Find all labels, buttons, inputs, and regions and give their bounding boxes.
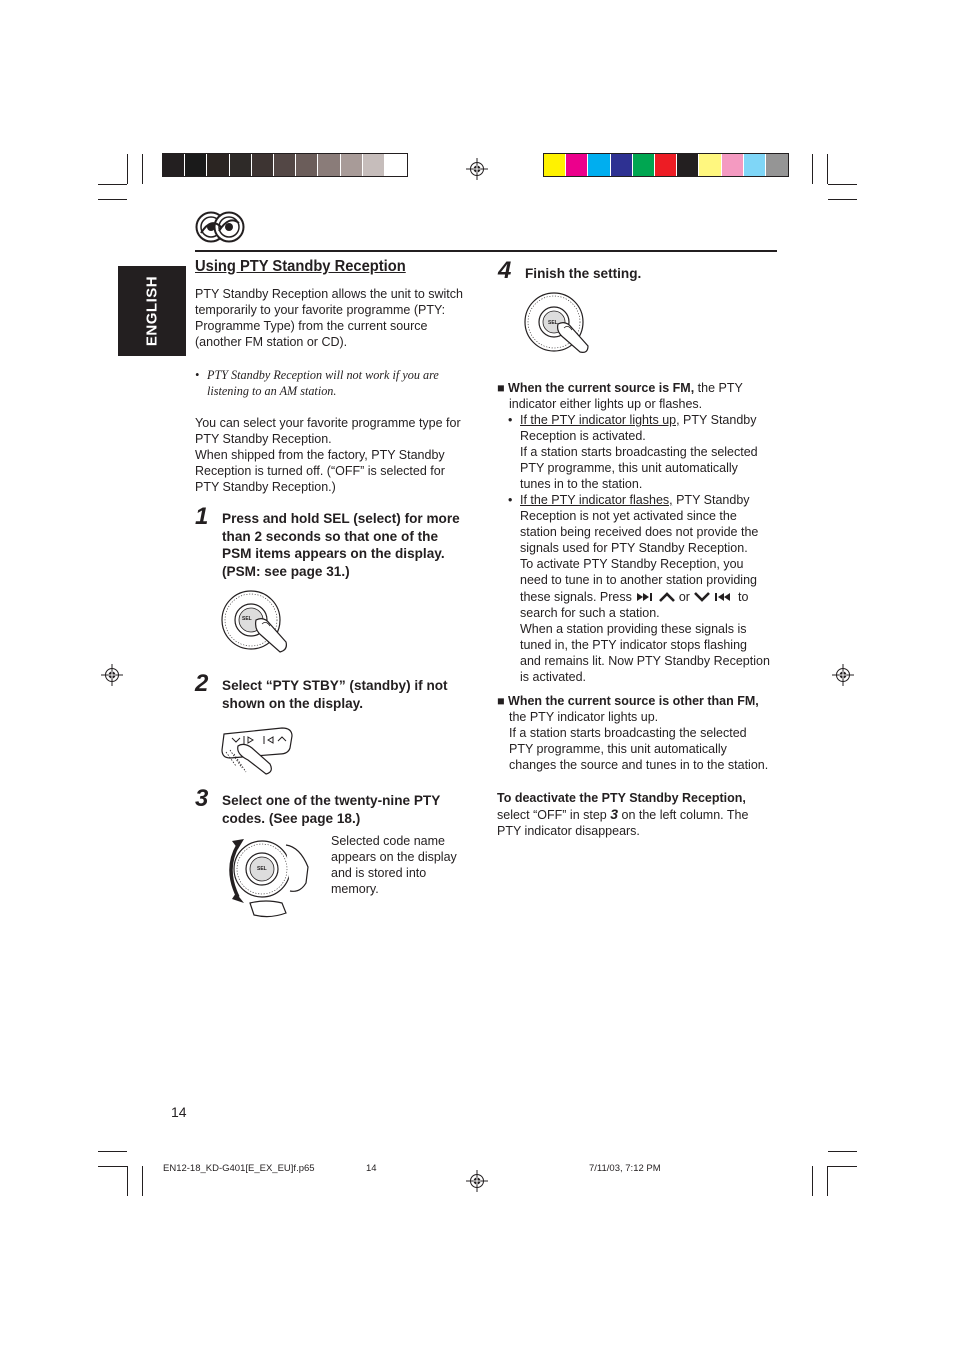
- other-heading: When the current source is other than FM,: [508, 694, 759, 708]
- bullet: •: [508, 413, 513, 427]
- sel-label: SEL: [242, 616, 252, 622]
- bullet: •: [508, 493, 513, 507]
- note-bullet: •: [195, 368, 200, 382]
- bullet-line: is activated.: [520, 670, 587, 685]
- bullet-lead: [520, 412, 790, 428]
- step-number: 2: [195, 670, 209, 697]
- bullet-lead-rest: PTY Standby: [679, 413, 757, 427]
- bullet-line: signals used for PTY Standby Reception.: [520, 541, 748, 556]
- to-text: to: [737, 589, 749, 604]
- next-track-icon: [636, 592, 656, 602]
- step-3-instruction: [222, 792, 440, 827]
- crop-mark: [827, 1166, 828, 1196]
- crop-mark: [98, 199, 127, 200]
- fm-source-section: [497, 380, 787, 412]
- step-line: PSM items appears on the display.: [222, 546, 445, 561]
- fm-heading-line: [497, 380, 787, 396]
- bullet-line: tuned in, the PTY indicator stops flashing: [520, 637, 747, 652]
- footer-date: 7/11/03, 7:12 PM: [589, 1163, 661, 1174]
- step-line: (PSM: see page 31.): [222, 563, 350, 579]
- setting-paragraph: [195, 415, 461, 495]
- step-line: than 2 seconds so that one of the: [222, 528, 439, 544]
- up-arrow-icon: [659, 592, 675, 602]
- intro-line: Programme Type) from the current source: [195, 319, 428, 334]
- step-3-caption: [331, 833, 457, 897]
- page-number: 14: [171, 1104, 187, 1120]
- registration-mark-icon: [466, 1170, 488, 1192]
- bullet-line: search for such a station.: [520, 605, 660, 620]
- para-line: When shipped from the factory, PTY Standby: [195, 448, 445, 463]
- crop-mark: [127, 154, 128, 184]
- down-arrow-icon: [694, 592, 710, 602]
- cd-disc-icon: [195, 211, 245, 243]
- intro-line: (another FM station or CD).: [195, 335, 348, 350]
- color-swatch: [766, 154, 788, 176]
- color-swatch: [207, 154, 229, 176]
- press-text: these signals. Press: [520, 589, 632, 604]
- crop-mark: [828, 1151, 857, 1152]
- note: [195, 367, 439, 399]
- crop-mark: [142, 1166, 143, 1196]
- crop-mark: [98, 1166, 127, 1167]
- bullet-line: Reception is not yet activated since the: [520, 509, 737, 524]
- other-source-section: [497, 693, 787, 773]
- step-1-instruction: [222, 510, 460, 580]
- deactivate-text: select “OFF” in step: [497, 808, 611, 823]
- intro-line: temporarily to your favorite programme (PTY:: [195, 303, 446, 318]
- crop-mark: [98, 184, 127, 185]
- color-swatch: [633, 154, 655, 176]
- other-line: the PTY indicator lights up.: [509, 710, 659, 725]
- para-line: Reception is turned off. (“OFF” is selected for: [195, 464, 445, 479]
- color-swatch: [185, 154, 207, 176]
- step-2-instruction: [222, 677, 448, 712]
- bullet-line: If a station starts broadcasting the selected: [520, 445, 758, 460]
- deactivate-line: [497, 806, 787, 823]
- para-line: PTY Standby Reception.): [195, 480, 336, 495]
- color-swatch: [566, 154, 588, 176]
- step-number: 3: [195, 785, 209, 812]
- other-heading-line: [497, 693, 787, 709]
- footer-filename: EN12-18_KD-G401[E_EX_EU]f.p65: [163, 1163, 315, 1174]
- bullet-line: PTY programme, this unit automatically: [520, 461, 738, 476]
- step-line: shown on the display.: [222, 695, 363, 711]
- crop-mark: [127, 1166, 128, 1196]
- fm-heading: When the current source is FM,: [508, 381, 695, 395]
- bullet-lead-rest: PTY Standby: [672, 493, 750, 507]
- crop-mark: [98, 1151, 127, 1152]
- color-swatch: [252, 154, 274, 176]
- bullet-line: station being received does not provide the: [520, 525, 759, 540]
- caption-line: memory.: [331, 882, 379, 897]
- previous-track-icon: [714, 592, 734, 602]
- note-line: listening to an AM station.: [207, 384, 337, 398]
- step-number: 1: [195, 503, 209, 530]
- step-4-instruction: Finish the setting.: [525, 266, 642, 281]
- crop-mark: [828, 184, 857, 185]
- crop-mark: [828, 1166, 857, 1167]
- bullet-line: To activate PTY Standby Reception, you: [520, 557, 744, 572]
- step-line: codes. (See page 18.): [222, 810, 361, 826]
- para-line: PTY Standby Reception.: [195, 432, 332, 447]
- caption-line: Selected code name: [331, 834, 445, 848]
- color-swatch: [163, 154, 185, 176]
- intro-line: PTY Standby Reception allows the unit to switch: [195, 287, 463, 301]
- crop-mark: [812, 154, 813, 184]
- bullet-line: Reception is activated.: [520, 429, 646, 444]
- color-swatch: [296, 154, 318, 176]
- intro-paragraph: [195, 286, 463, 350]
- color-swatch: [677, 154, 699, 176]
- other-line: PTY programme, this unit automatically: [509, 742, 727, 757]
- para-line: You can select your favorite programme type for: [195, 416, 461, 430]
- deactivate-line: PTY indicator disappears.: [497, 824, 640, 839]
- other-line: If a station starts broadcasting the selected: [509, 726, 747, 741]
- sel-label: SEL: [548, 320, 558, 326]
- color-swatch: [341, 154, 363, 176]
- grayscale-calibration-bar: [163, 154, 407, 176]
- crop-mark: [142, 154, 143, 184]
- bullet-line: tunes in to the station.: [520, 477, 643, 492]
- bullet-line: and remains lit. Now PTY Standby Reception: [520, 653, 770, 668]
- dial-rotate-illustration: [220, 833, 316, 919]
- color-swatch: [318, 154, 340, 176]
- bullet-line: When a station providing these signals is: [520, 621, 747, 636]
- deactivate-text: on the left column. The: [618, 808, 749, 823]
- color-swatch: [588, 154, 610, 176]
- color-swatch: [744, 154, 766, 176]
- step-number: 4: [498, 257, 512, 284]
- deactivate-heading: To deactivate the PTY Standby Reception,: [497, 791, 746, 805]
- sel-button-press-illustration: [524, 292, 592, 356]
- registration-mark-icon: [466, 158, 488, 180]
- color-swatch: [611, 154, 633, 176]
- other-line: changes the source and tunes in to the station.: [509, 758, 769, 773]
- header-rule: [195, 250, 777, 252]
- step-line: Press and hold SEL (select) for more: [222, 511, 460, 526]
- fm-bullet-lights-up: [508, 412, 790, 492]
- or-text: or: [678, 589, 690, 604]
- step-line: Select one of the twenty-nine PTY: [222, 793, 441, 808]
- crop-mark: [827, 154, 828, 184]
- color-swatch: [274, 154, 296, 176]
- square-bullet-icon: ■: [497, 694, 505, 708]
- bullet-line-press: [520, 589, 790, 605]
- flashes-condition: If the PTY indicator flashes,: [520, 493, 673, 507]
- registration-mark-icon: [101, 664, 123, 686]
- caption-line: appears on the display: [331, 850, 457, 865]
- sel-label: SEL: [257, 866, 267, 872]
- note-line: PTY Standby Reception will not work if you are: [207, 368, 439, 382]
- color-swatch: [363, 154, 385, 176]
- fm-heading-rest: the PTY: [694, 381, 743, 395]
- lights-up-condition: If the PTY indicator lights up,: [520, 413, 680, 427]
- footer-page: 14: [366, 1163, 377, 1174]
- color-swatch: [230, 154, 252, 176]
- sel-button-press-illustration: [220, 590, 292, 658]
- fm-bullet-flashes: [508, 492, 790, 685]
- language-tab: [118, 266, 186, 356]
- deactivate-section: [497, 790, 787, 839]
- bullet-lead: [520, 492, 790, 508]
- tuning-button-press-illustration: [220, 724, 302, 776]
- bullet-line: need to tune in to another station providing: [520, 573, 757, 588]
- color-swatch: [385, 154, 407, 176]
- crop-mark: [812, 1166, 813, 1196]
- fm-line: indicator either lights up or flashes.: [509, 397, 703, 412]
- color-swatch: [655, 154, 677, 176]
- registration-mark-icon: [832, 664, 854, 686]
- color-calibration-bar: [544, 154, 788, 176]
- step-reference: 3: [610, 806, 619, 823]
- color-swatch: [544, 154, 566, 176]
- language-tab-label: ENGLISH: [143, 275, 161, 347]
- step-line: Select “PTY STBY” (standby) if not: [222, 678, 448, 693]
- color-swatch: [722, 154, 744, 176]
- caption-line: and is stored into: [331, 866, 427, 881]
- crop-mark: [828, 199, 857, 200]
- section-title: Using PTY Standby Reception: [195, 258, 406, 275]
- color-swatch: [699, 154, 721, 176]
- square-bullet-icon: ■: [497, 381, 505, 395]
